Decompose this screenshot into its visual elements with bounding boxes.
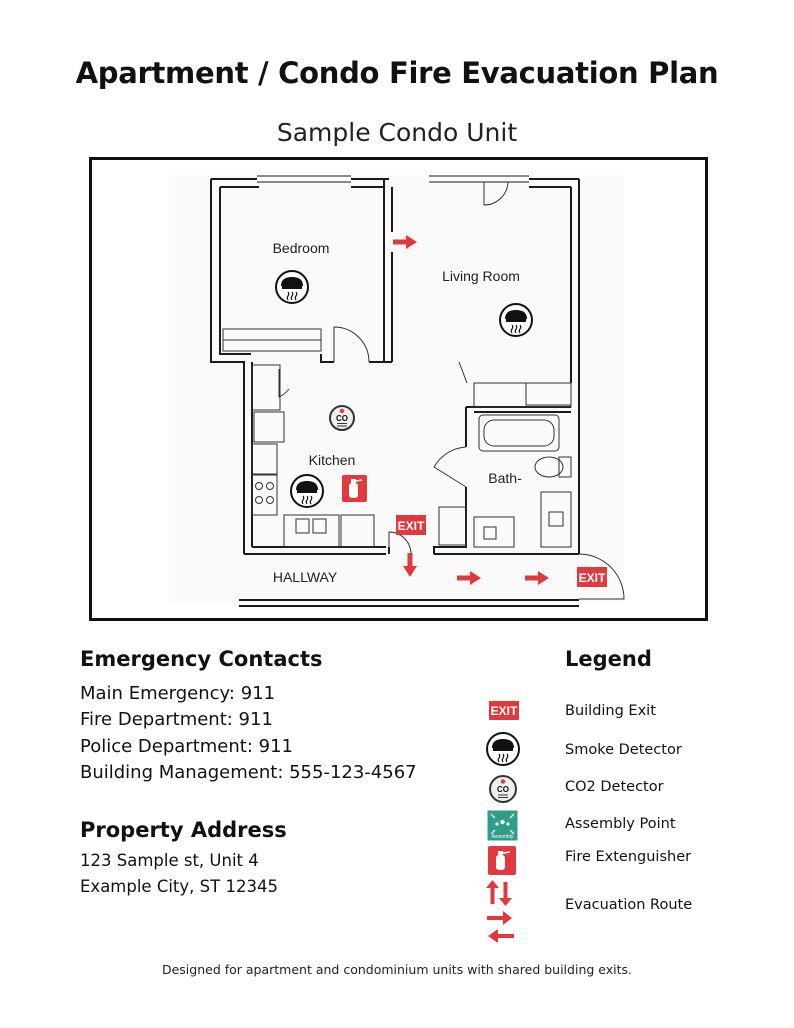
address-line: 123 Sample st, Unit 4 (80, 851, 259, 870)
contact-line: Main Emergency: 911 (80, 683, 276, 704)
co-badge-text: CO (497, 785, 509, 794)
legend-label-assembly-point: Assembly Point (565, 816, 676, 832)
room-label-bedroom: Bedroom (272, 240, 330, 256)
contact-line: Fire Department: 911 (80, 709, 273, 730)
fire-extinguisher-icon (487, 845, 517, 876)
co-detector-icon (487, 773, 519, 805)
exit-sign-text: EXIT (578, 571, 606, 585)
room-label-kitchen: Kitchen (308, 452, 356, 468)
legend-label-building-exit: Building Exit (565, 703, 656, 719)
room-label-bath: Bath- (488, 470, 522, 486)
exit-sign-text: EXIT (490, 704, 518, 718)
footer-note: Designed for apartment and condominium units with shared building exits. (161, 962, 633, 977)
smoke-detector-icon (291, 475, 323, 507)
room-label-hallway: HALLWAY (272, 569, 338, 585)
assembly-point-icon (487, 810, 518, 841)
smoke-detector-icon (500, 304, 532, 336)
co-detector-icon (330, 406, 354, 430)
evacuation-arrows-icon (484, 880, 518, 944)
room-label-living-room: Living Room (442, 268, 520, 284)
emergency-contacts-heading: Emergency Contacts (80, 647, 323, 671)
contact-line: Police Department: 911 (80, 736, 293, 757)
exit-sign-icon (577, 567, 607, 587)
legend-label-co2-detector: CO2 Detector (565, 779, 664, 795)
smoke-detector-icon (276, 271, 308, 303)
property-address-heading: Property Address (80, 818, 287, 842)
legend-label-evacuation-route: Evacuation Route (565, 897, 693, 913)
smoke-detector-icon (484, 730, 522, 768)
page-title: Apartment / Condo Fire Evacuation Plan (75, 56, 719, 90)
fire-extinguisher-icon (342, 475, 367, 502)
assembly-badge-text: Assembly (491, 834, 514, 840)
exit-sign-icon (396, 515, 426, 535)
legend-heading: Legend (565, 647, 652, 671)
contact-line: Building Management: 555-123-4567 (80, 762, 417, 783)
exit-sign-icon (488, 700, 520, 722)
co-badge-text: CO (336, 414, 348, 423)
unit-subtitle: Sample Condo Unit (276, 118, 518, 147)
exit-sign-text: EXIT (397, 519, 425, 533)
address-line: Example City, ST 12345 (80, 877, 278, 896)
legend-label-fire-extinguisher: Fire Extenguisher (565, 849, 692, 865)
legend-label-smoke-detector: Smoke Detector (565, 742, 682, 758)
floor-plan (89, 157, 709, 623)
